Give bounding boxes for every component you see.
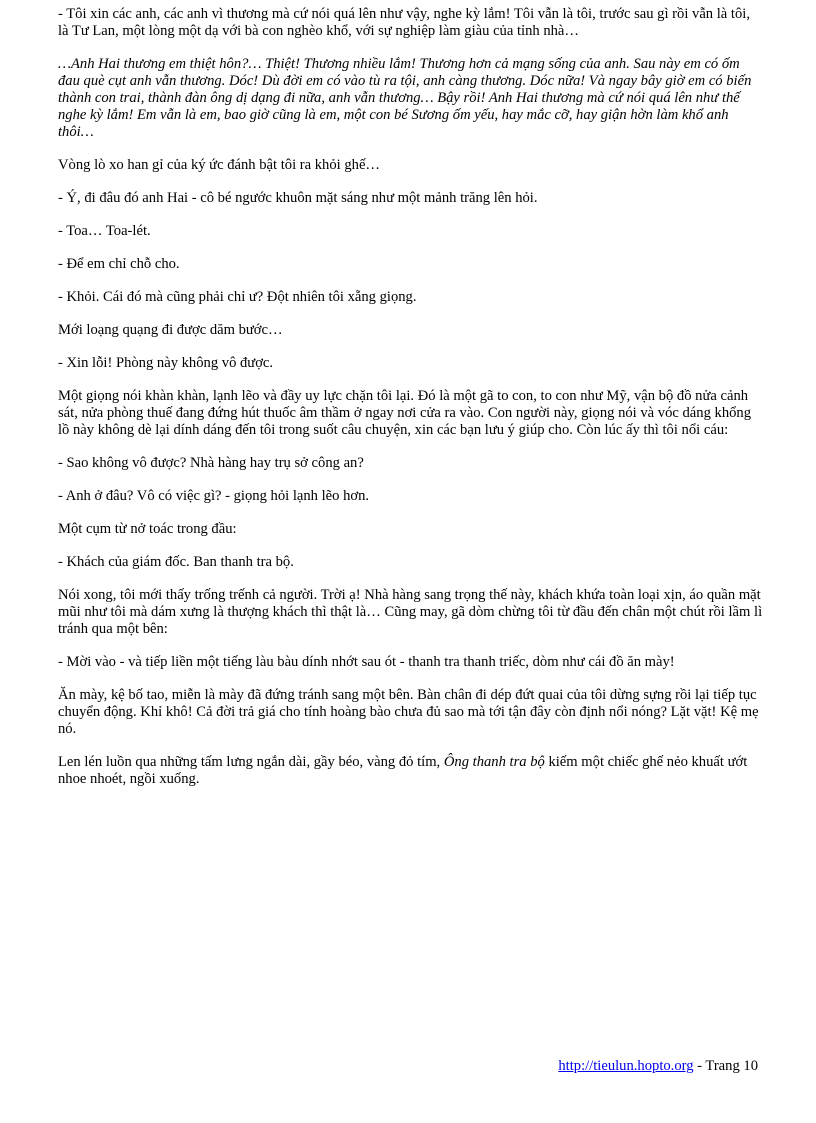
document-body: [58, 6, 764, 804]
footer-link[interactable]: http://tieulun.hopto.org: [558, 1058, 694, 1074]
paragraph: Nói xong, tôi mới thấy trống trếnh cả người. Trời ạ! Nhà hàng sang trọng thế này, khách khứa toàn loại xịn, áo quần mặt mũi như tôi mà dám xưng là thượng khách thì thật là… Cũng may, gã dòm chừng tôi từ đầu đến chân một chút rồi lầm lì tránh qua một bên:: [58, 587, 763, 637]
dialogue-line: - Mời vào - và tiếp liền một tiếng làu bàu dính nhớt sau ót - thanh tra thanh triếc, dòm như cái đồ ăn mày!: [58, 654, 675, 670]
page-number: Trang 10: [705, 1058, 758, 1074]
dialogue-line: - Sao không vô được? Nhà hàng hay trụ sở công an?: [58, 455, 364, 471]
paragraph: Một cụm từ nở toác trong đầu:: [58, 521, 237, 537]
last-paragraph-after: kiếm một chiếc ghế nẻo khuất ướt nhoe nhoét, ngồi xuống.: [58, 754, 748, 787]
dialogue-line: - Để em chỉ chỗ cho.: [58, 256, 180, 272]
footer-separator: -: [693, 1058, 706, 1074]
dialogue-line: - Ý, đi đâu đó anh Hai - cô bé ngước khuôn mặt sáng như một mảnh trăng lên hỏi.: [58, 190, 538, 206]
dialogue-line: - Toa… Toa-lét.: [58, 223, 151, 239]
dialogue-line: - Khách của giám đốc. Ban thanh tra bộ.: [58, 554, 294, 570]
italic-paragraph: …Anh Hai thương em thiệt hôn?… Thiệt! Thương nhiều lắm! Thương hơn cả mạng sống của anh. Sau này em có ốm đau què cụt anh vẫn thương. Dóc! Dù đời em có vào tù ra tội, anh càng thương. Dóc nữa! Và ngay bây giờ em có biến thành con trai, thành đàn ông dị dạng đi nữa, anh vẫn thương… Bậy rồi! Anh Hai thương mà cứ nói quá lên như thế nghe kỳ lắm! Em vẫn là em, bao giờ cũng là em, một con bé Sương ốm yếu, hay mắc cỡ, hay giận hờn làm khổ anh thôi…: [58, 56, 752, 140]
dialogue-line: - Anh ở đâu? Vô có việc gì? - giọng hỏi lạnh lẽo hơn.: [58, 488, 370, 504]
dialogue-line: - Khỏi. Cái đó mà cũng phải chỉ ư? Đột nhiên tôi xẵng giọng.: [58, 289, 417, 305]
last-paragraph-italic: Ông thanh tra bộ: [443, 754, 545, 770]
dialogue-line: - Xin lỗi! Phòng này không vô được.: [58, 355, 274, 371]
last-paragraph-before: Len lén luồn qua những tấm lưng ngắn dài, gầy béo, vàng đỏ tím,: [58, 754, 444, 770]
paragraph: - Tôi xin các anh, các anh vì thương mà cứ nói quá lên như vậy, nghe kỳ lắm! Tôi vẫn là tôi, trước sau gì rồi vẫn là tôi, là Tư Lan, một lòng một dạ với bà con nghèo khổ, với sự nghiệp làm giàu của tỉnh nhà…: [58, 6, 750, 39]
page-footer: [558, 1058, 758, 1075]
paragraph: Mới loạng quạng đi được dăm bước…: [58, 322, 283, 338]
paragraph: Một giọng nói khàn khàn, lạnh lẽo và đầy uy lực chặn tôi lại. Đó là một gã to con, to con như Mỹ, vận bộ đồ nửa cảnh sát, nửa phòng thuế đang đứng hút thuốc âm thầm ở ngay nơi cửa ra vào. Con người này, giọng nói và vóc dáng khổng lồ này không dè lại dính dáng đến tôi trong suốt câu chuyện, xin các bạn lưu ý giúp cho. Còn lúc ấy thì tôi nổi cáu:: [58, 388, 752, 438]
last-paragraph: [58, 754, 764, 788]
paragraph: Ăn mày, kệ bố tao, miễn là mày đã đứng tránh sang một bên. Bàn chân đi dép đứt quai của tôi dừng sựng rồi lại tiếp tục chuyển động. Khỉ khô! Cả đời trả giá cho tính hoàng bào chưa đủ sao mà tới tận đây còn định nổi nóng? Lặt vặt! Kệ mẹ nó.: [58, 687, 759, 737]
paragraph: Vòng lò xo han gỉ của ký ức đánh bật tôi ra khỏi ghế…: [58, 157, 381, 173]
